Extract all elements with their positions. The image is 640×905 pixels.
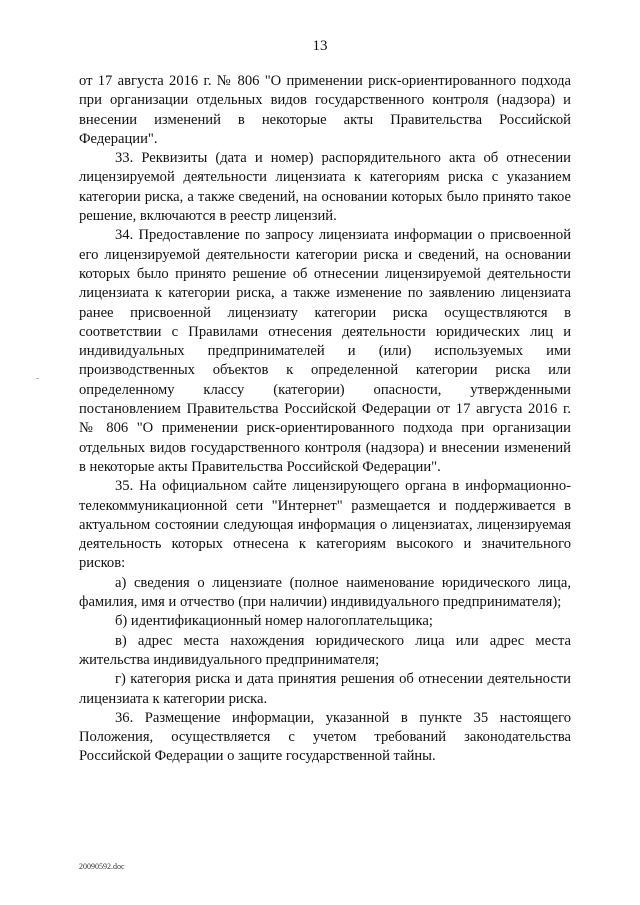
paragraph-35: 35. На официальном сайте лицензирующего органа в информационно-телекоммуникационной сети "Интернет" размещается и поддерживается в актуальном состоянии следующая информация о лицензиатах, лицензируемая деятельность которых отнесена к категориям высокого и значительного рисков: bbox=[79, 478, 571, 572]
file-name-footer: 20090592.doc bbox=[79, 862, 125, 871]
paragraph-35-b: б) идентификационный номер налогоплательщика; bbox=[115, 613, 433, 630]
paragraph-34: 34. Предоставление по запросу лицензиата информации о присвоенной его лицензируемой деятельности категории риска и сведений, на основании которых было принято решение об отнесении лицензируемой деятельности лицензиата к категории риска, а также изменение по заявлению лицензиата ранее присвоенной лицензиату категории риска осуществляются в соответствии с Правилами отнесения деятельности юридических лиц и индивидуальных предпринимателей и (или) используемых ими производственных объектов к определенной категории риска или определенному классу (категории) опасности, утвержденными постановлением Правительства Российской Федерации от 17 августа 2016 г. № 806 "О применении риск-ориентированного подхода при организации отдельных видов государственного контроля (надзора) и внесении изменений в некоторые акты Правительства Российской Федерации". bbox=[79, 227, 571, 475]
margin-mark bbox=[36, 378, 39, 379]
paragraph-33: 33. Реквизиты (дата и номер) распорядительного акта об отнесении лицензируемой деятельности лицензиата к категориям риска с указанием категории риска, а также сведений, на основании которых было принято такое решение, включаются в реестр лицензий. bbox=[79, 150, 571, 225]
paragraph-36: 36. Размещение информации, указанной в пункте 35 настоящего Положения, осуществляется с учетом требований законодательства Российской Федерации о защите государственной тайны. bbox=[79, 709, 571, 765]
paragraph-35-a: а) сведения о лицензиате (полное наименование юридического лица, фамилия, имя и отчество (при наличии) индивидуального предпринимателя); bbox=[79, 574, 571, 611]
paragraph-35-v: в) адрес места нахождения юридического лица или адрес места жительства индивидуального предпринимателя; bbox=[79, 632, 571, 668]
paragraph-35-g: г) категория риска и дата принятия решения об отнесении деятельности лицензиата к категории риска. bbox=[79, 671, 571, 707]
document-body bbox=[79, 72, 571, 767]
paragraph-continuation: от 17 августа 2016 г. № 806 "О применении риск-ориентированного подхода при организации отдельных видов государственного контроля (надзора) и внесении изменений в некоторые акты Правительства Российской Федерации". bbox=[79, 73, 571, 147]
page-number: 13 bbox=[312, 38, 328, 54]
